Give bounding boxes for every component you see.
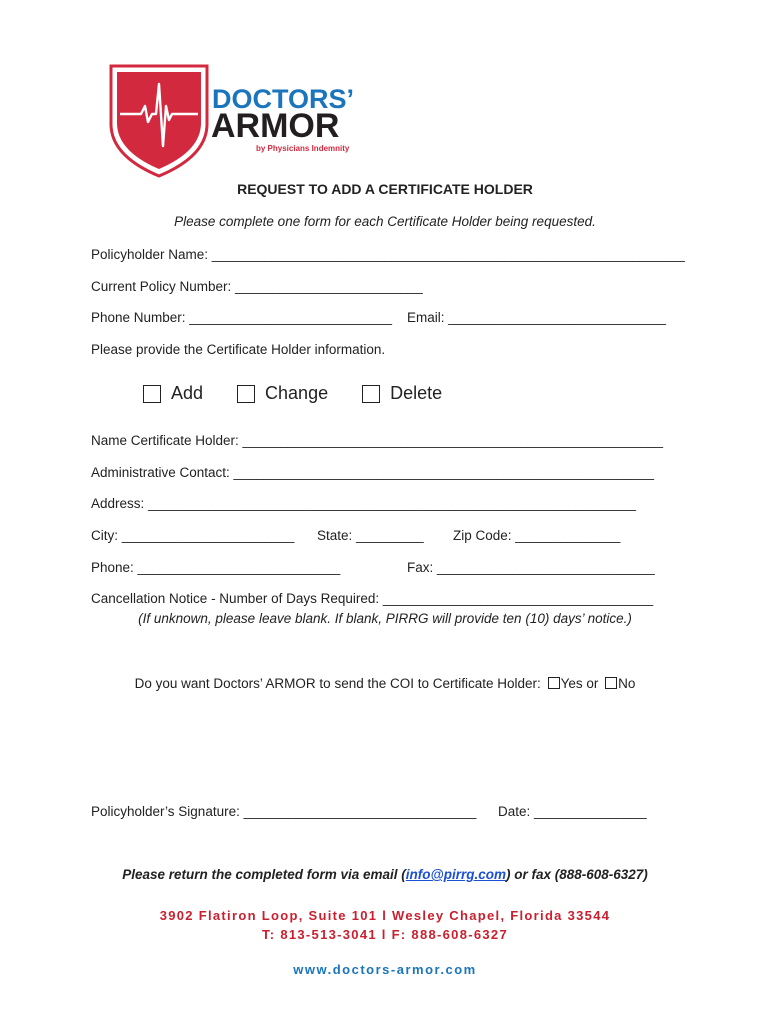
return-prefix: Please return the completed form via email (: [122, 867, 406, 882]
cancellation-notice-field[interactable]: Cancellation Notice - Number of Days Required: ____________________________________: [91, 591, 654, 606]
change-label: Change: [265, 383, 329, 403]
phone-number-field[interactable]: Phone Number: ___________________________: [91, 310, 393, 325]
coi-question-text: Do you want Doctors’ ARMOR to send the COI to Certificate Holder:: [134, 676, 541, 691]
form-title: REQUEST TO ADD A CERTIFICATE HOLDER: [237, 181, 533, 197]
logo-text-armor: ARMOR: [211, 107, 340, 145]
return-instructions: [0, 867, 770, 882]
footer-website[interactable]: www.doctors-armor.com: [293, 962, 477, 977]
administrative-contact-field[interactable]: Administrative Contact: ________________________________________________________: [91, 465, 655, 480]
form-subtitle: Please complete one form for each Certificate Holder being requested.: [174, 214, 596, 229]
zip-code-field[interactable]: Zip Code: ______________: [453, 528, 621, 543]
logo-text-doctors: DOCTORS’: [212, 84, 355, 114]
city-field[interactable]: City: _______________________: [91, 528, 295, 543]
email-field[interactable]: Email: _____________________________: [407, 310, 666, 325]
add-checkbox[interactable]: [143, 385, 161, 403]
change-checkbox[interactable]: [237, 385, 255, 403]
state-field[interactable]: State: _________: [317, 528, 424, 543]
delete-label: Delete: [390, 383, 443, 403]
yes-label: Yes or: [560, 676, 599, 691]
email-link[interactable]: info@pirrg.com: [405, 867, 506, 882]
phone-field[interactable]: Phone: ___________________________: [91, 560, 341, 575]
no-checkbox[interactable]: [605, 677, 617, 689]
address-field[interactable]: Address: _________________________________________________________________: [91, 496, 637, 511]
no-label: No: [618, 676, 636, 691]
doctors-armor-logo: [108, 62, 378, 180]
name-certificate-holder-field[interactable]: Name Certificate Holder: ________________________________________________________: [91, 433, 664, 448]
coi-question: [0, 676, 770, 691]
fax-field[interactable]: Fax: _____________________________: [407, 560, 655, 575]
add-label: Add: [171, 383, 204, 403]
logo-tagline: by Physicians Indemnity: [256, 144, 350, 153]
policyholder-name-field[interactable]: Policyholder Name: _______________________________________________________________: [91, 247, 685, 262]
yes-checkbox[interactable]: [548, 677, 560, 689]
date-field[interactable]: Date: _______________: [498, 804, 647, 819]
policy-number-field[interactable]: Current Policy Number: _________________________: [91, 279, 423, 294]
cancellation-note: (If unknown, please leave blank. If blank, PIRRG will provide ten (10) days’ notice.): [138, 611, 632, 626]
delete-checkbox[interactable]: [362, 385, 380, 403]
footer-phones: T: 813-513-3041 l F: 888-608-6327: [262, 927, 508, 942]
action-checkboxes: [143, 383, 476, 404]
return-suffix: ) or fax (888-608-6327): [505, 867, 648, 882]
signature-field[interactable]: Policyholder’s Signature: _______________________________: [91, 804, 477, 819]
provide-info-text: Please provide the Certificate Holder information.: [91, 342, 386, 357]
footer-address: 3902 Flatiron Loop, Suite 101 l Wesley Chapel, Florida 33544: [159, 908, 611, 923]
